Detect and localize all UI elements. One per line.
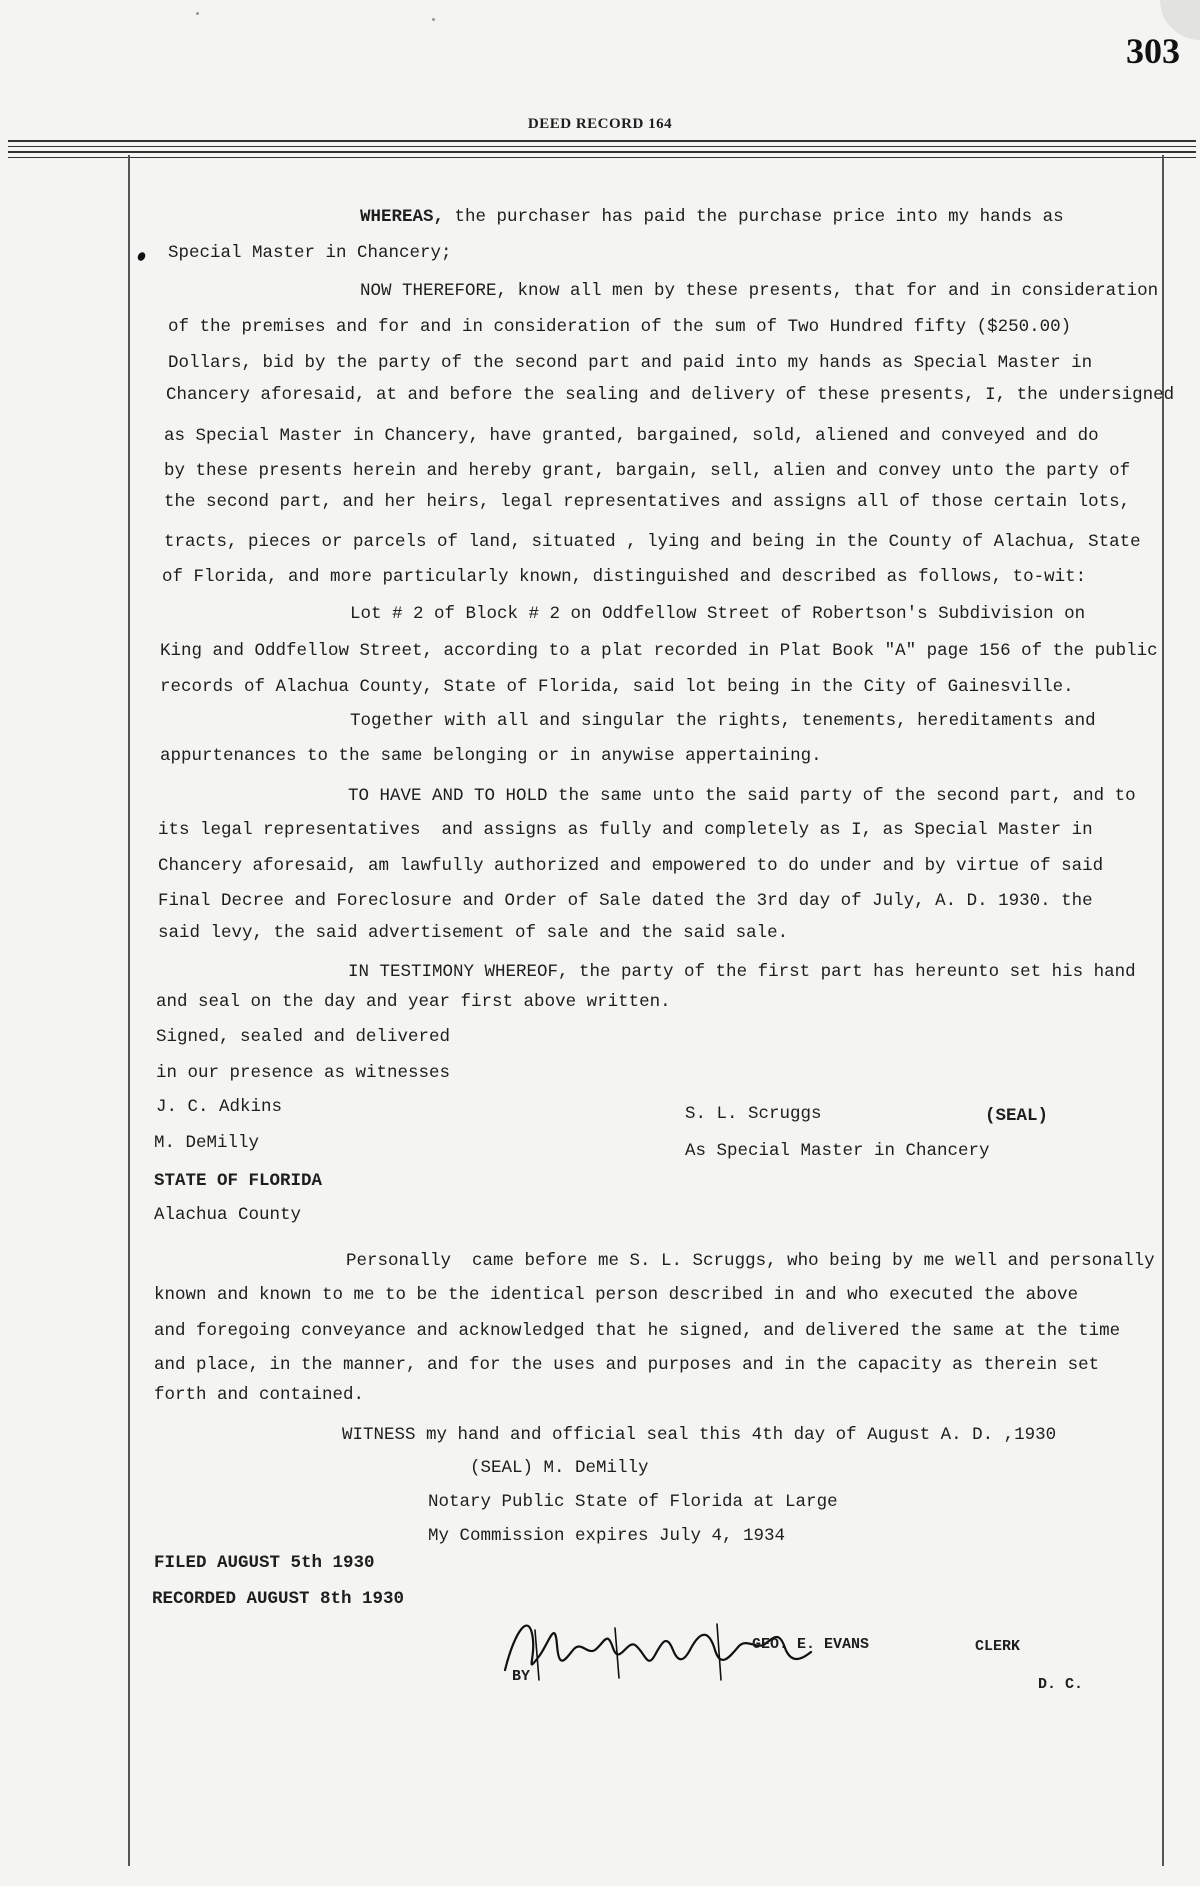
witness-name: M. DeMilly [154, 1133, 260, 1153]
text-line: by these presents herein and hereby grant, bargain, sell, alien and convey unto the party of [164, 461, 1131, 481]
text-line: Special Master in Chancery; [168, 243, 452, 263]
header-rule [8, 146, 1196, 147]
text-line: Together with all and singular the rights, tenements, hereditaments and [350, 711, 1096, 731]
recorded-date: RECORDED AUGUST 8th 1930 [152, 1589, 405, 1609]
text-line: and foregoing conveyance and acknowledged that he signed, and delivered the same at the time [154, 1321, 1121, 1341]
signer-seal: (SEAL) [985, 1106, 1049, 1126]
text-line: Dollars, bid by the party of the second part and paid into my hands as Special Master in [168, 353, 1093, 373]
header-rule [8, 157, 1196, 158]
text-line: the second part, and her heirs, legal representatives and assigns all of those certain lots, [164, 492, 1131, 512]
deputy-clerk-label: D. C. [1038, 1676, 1084, 1693]
text-line: records of Alachua County, State of Florida, said lot being in the City of Gainesville. [160, 677, 1074, 697]
text-line: of the premises and for and in consideration of the sum of Two Hundred fifty ($250.00) [168, 317, 1072, 337]
page-number: 303 [1126, 31, 1180, 71]
ink-mark [136, 251, 147, 262]
text-line: NOW THEREFORE, know all men by these presents, that for and in consideration [360, 281, 1159, 301]
text-line: Lot # 2 of Block # 2 on Oddfellow Street of Robertson's Subdivision on [350, 604, 1086, 624]
text-line: tracts, pieces or parcels of land, situated , lying and being in the County of Alachua, State [164, 532, 1141, 552]
header-rule [8, 140, 1196, 142]
text-line: as Special Master in Chancery, have granted, bargained, sold, aliened and conveyed and do [164, 426, 1099, 446]
text-line: IN TESTIMONY WHEREOF, the party of the first part has hereunto set his hand [348, 962, 1136, 982]
venue-county: Alachua County [154, 1205, 302, 1225]
text-line: Final Decree and Foreclosure and Order of Sale dated the 3rd day of July, A. D. 1930. the [158, 891, 1093, 911]
ink-speck [432, 18, 435, 21]
clerk-title: CLERK [975, 1638, 1021, 1655]
text-line: known and known to me to be the identical person described in and who executed the above [154, 1285, 1079, 1305]
notary-title: Notary Public State of Florida at Large [428, 1492, 838, 1512]
witness-name: J. C. Adkins [156, 1097, 283, 1117]
left-margin-line [128, 155, 130, 1866]
signer-name: S. L. Scruggs [685, 1104, 822, 1124]
witness-text: Signed, sealed and delivered [156, 1027, 451, 1047]
text-line: TO HAVE AND TO HOLD the same unto the said party of the second part, and to [348, 786, 1136, 806]
notary-seal: (SEAL) M. DeMilly [470, 1458, 649, 1478]
notary-commission: My Commission expires July 4, 1934 [428, 1526, 786, 1546]
text-line: Chancery aforesaid, am lawfully authorized and empowered to do under and by virtue of said [158, 856, 1104, 876]
text-line: its legal representatives and assigns as fully and completely as I, as Special Master in [158, 820, 1093, 840]
text-line: King and Oddfellow Street, according to a plat recorded in Plat Book "A" page 156 of the public [160, 641, 1158, 661]
filed-date: FILED AUGUST 5th 1930 [154, 1553, 375, 1573]
text-line: of Florida, and more particularly known, distinguished and described as follows, to-wit: [162, 567, 1087, 587]
text-line: Personally came before me S. L. Scruggs, who being by me well and personally [346, 1251, 1155, 1271]
text-line: WHEREAS, the purchaser has paid the purchase price into my hands as [360, 207, 1064, 227]
record-book-title: DEED RECORD 164 [527, 116, 673, 132]
notary-line: WITNESS my hand and official seal this 4th day of August A. D. ,1930 [342, 1425, 1057, 1445]
text-line: said levy, the said advertisement of sale and the said sale. [158, 923, 789, 943]
text-line: appurtenances to the same belonging or in anywise appertaining. [160, 746, 822, 766]
text-line: Chancery aforesaid, at and before the sealing and delivery of these presents, I, the undersigned [166, 385, 1175, 405]
ink-speck [196, 12, 199, 15]
by-label: BY [512, 1668, 531, 1685]
text-line: and place, in the manner, and for the uses and purposes and in the capacity as therein set [154, 1355, 1100, 1375]
right-margin-line [1162, 155, 1164, 1866]
signer-title: As Special Master in Chancery [685, 1141, 990, 1161]
venue-state: STATE OF FLORIDA [154, 1171, 323, 1191]
text-line: and seal on the day and year first above written. [156, 992, 671, 1012]
text-line: forth and contained. [154, 1385, 365, 1405]
witness-text: in our presence as witnesses [156, 1063, 451, 1083]
header-rule [8, 151, 1196, 153]
clerk-name: GEO. E. EVANS [752, 1636, 870, 1653]
